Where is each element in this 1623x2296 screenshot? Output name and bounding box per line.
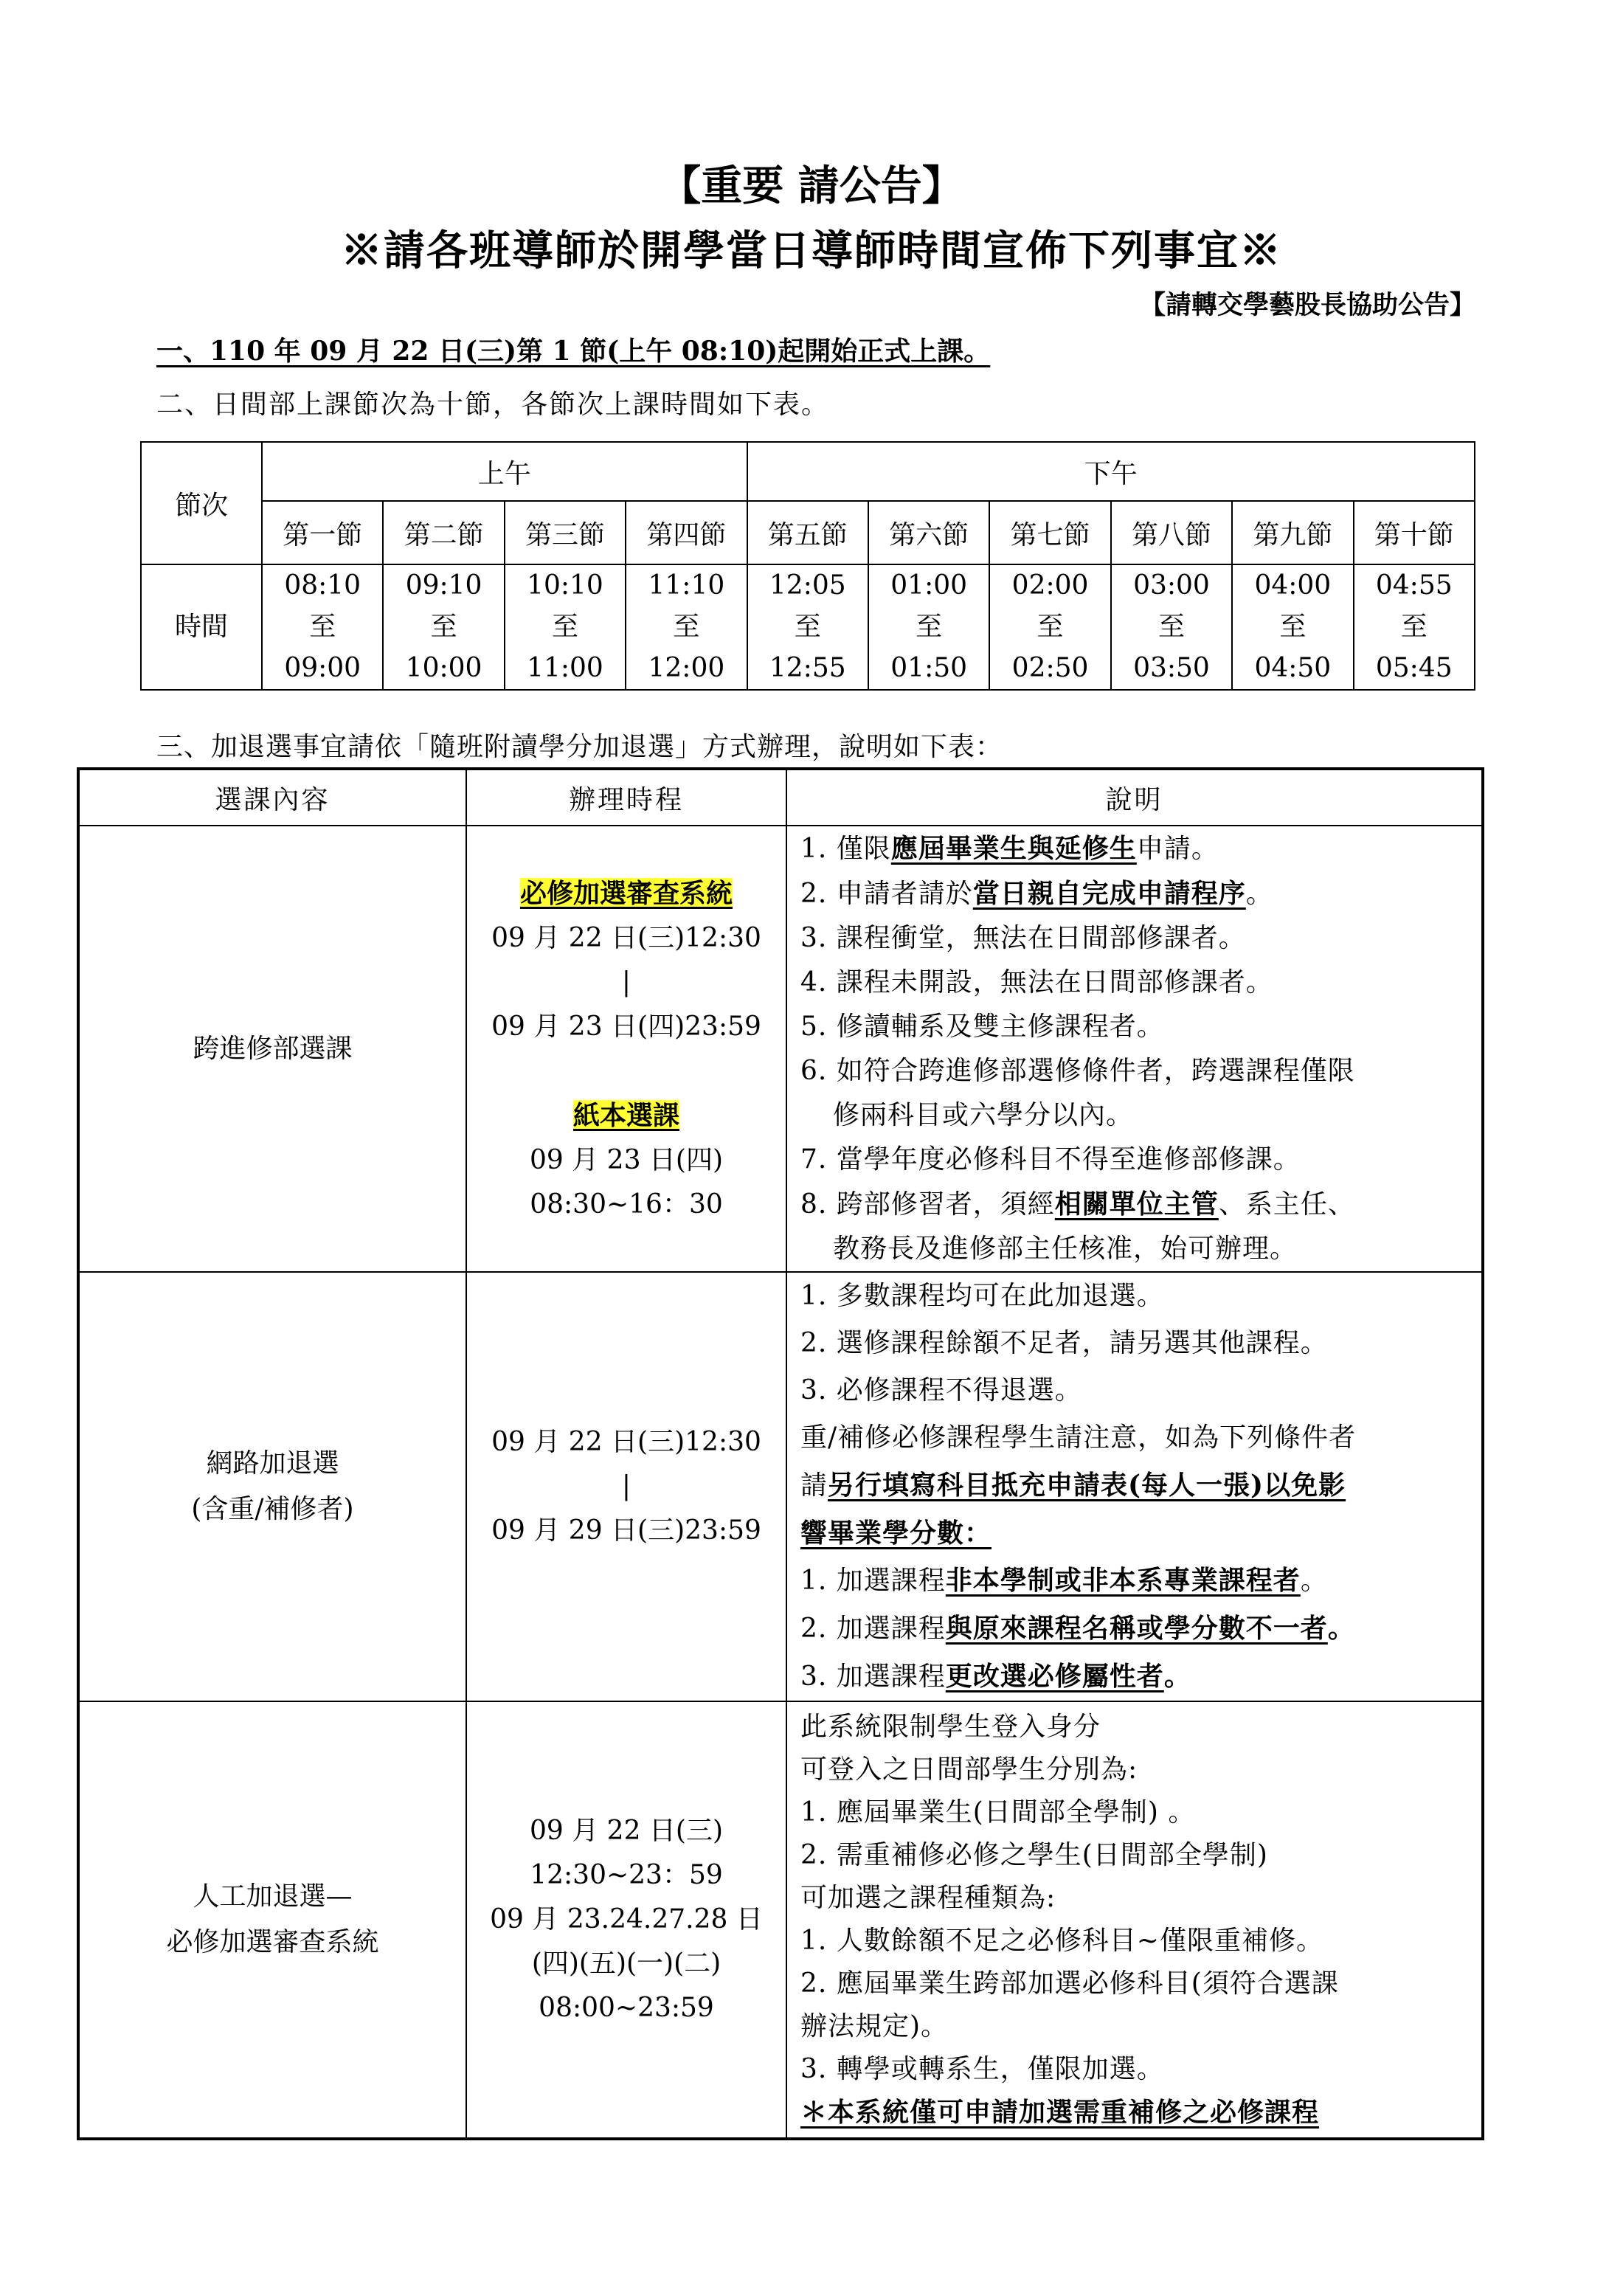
time-label: 時間 xyxy=(141,564,262,690)
row1-sched-a-1: 09 月 22 日(三)12:30 xyxy=(491,922,761,953)
morning-header: 上午 xyxy=(262,442,747,501)
row1-sched-b-2: 08:30~16：30 xyxy=(530,1189,723,1220)
row3-desc-1: 此系統限制學生登入身分 xyxy=(800,1712,1101,1742)
time-cell xyxy=(747,564,868,690)
notice-item-2: 二、日間部上課節次為十節，各節次上課時間如下表。 xyxy=(156,390,830,420)
row1-desc-2: 2. 申請者請於當日親自完成申請程序。 xyxy=(800,878,1273,909)
enroll-row-online xyxy=(78,1272,1483,1701)
row2-desc-8: 2. 加選課程與原來課程名稱或學分數不一者。 xyxy=(800,1613,1355,1644)
period-cell: 第一節 xyxy=(262,501,383,564)
period-cell: 第五節 xyxy=(747,501,868,564)
header-content: 選課內容 xyxy=(78,769,466,826)
time-to: 至 xyxy=(1400,612,1428,642)
enroll-row-manual xyxy=(78,1701,1483,2139)
row2-content xyxy=(78,1272,466,1701)
row3-sched-4: (四)(五)(一)(二) xyxy=(531,1949,721,1979)
row3-desc-7: 2. 應屆畢業生跨部加選必修科目(須符合選課 xyxy=(800,1968,1339,1999)
period-row xyxy=(141,501,1475,564)
row3-desc-8: 辦法規定)。 xyxy=(800,2011,949,2041)
time-end: 02:50 xyxy=(1011,653,1089,683)
period-cell: 第十節 xyxy=(1354,501,1475,564)
row1-desc-1: 1. 僅限應屆畢業生與延修生申請。 xyxy=(800,833,1219,864)
row3-desc-2: 可登入之日間部學生分別為: xyxy=(800,1754,1138,1785)
row1-sched-a-sep: | xyxy=(621,967,631,997)
row2-desc-1: 1. 多數課程均可在此加退選。 xyxy=(800,1281,1164,1311)
row1-content xyxy=(78,826,466,1272)
row3-sched-3: 09 月 23.24.27.28 日 xyxy=(490,1904,763,1934)
row3-desc-10: ＊本系統僅可申請加選需重補修之必修課程 xyxy=(800,2097,1320,2128)
period-cell: 第四節 xyxy=(626,501,747,564)
time-start: 03:00 xyxy=(1133,570,1210,601)
time-to: 至 xyxy=(1157,612,1185,642)
row3-sched-2: 12:30~23：59 xyxy=(530,1860,723,1890)
time-cell xyxy=(1354,564,1475,690)
row2-sched-sep: | xyxy=(621,1471,631,1501)
row1-sched-a-title: 必修加選審查系統 xyxy=(519,877,733,909)
time-cell xyxy=(383,564,504,690)
row3-desc-3: 1. 應屆畢業生(日間部全學制) 。 xyxy=(800,1797,1196,1828)
row2-desc-4: 重/補修必修課程學生請注意，如為下列條件者 xyxy=(800,1422,1357,1453)
time-end: 11:00 xyxy=(527,653,603,683)
row2-desc-5: 請另行填寫科目抵充申請表(每人一張)以免影 xyxy=(800,1470,1346,1501)
enrollment-table xyxy=(77,767,1484,2140)
row2-desc-9: 3. 加選課程更改選必修屬性者。 xyxy=(800,1661,1191,1692)
row3-desc-9: 3. 轉學或轉系生，僅限加選。 xyxy=(800,2054,1164,2084)
time-cell xyxy=(626,564,747,690)
time-end: 04:50 xyxy=(1254,653,1332,683)
time-start: 11:10 xyxy=(648,570,725,601)
notice-item-1: 一、110 年 09 月 22 日(三)第 1 節(上午 08:10)起開始正式上課。 xyxy=(156,336,991,367)
time-end: 10:00 xyxy=(405,653,482,683)
row2-desc-7: 1. 加選課程非本學制或非本系專業課程者。 xyxy=(800,1565,1328,1596)
row1-desc-4: 4. 課程未開設，無法在日間部修課者。 xyxy=(800,967,1273,997)
time-end: 12:55 xyxy=(769,653,846,683)
time-row xyxy=(141,564,1475,690)
time-end: 09:00 xyxy=(284,653,361,683)
row2-sched-1: 09 月 22 日(三)12:30 xyxy=(491,1427,761,1457)
period-cell: 第三節 xyxy=(505,501,626,564)
row1-desc-5: 5. 修讀輔系及雙主修課程者。 xyxy=(800,1012,1164,1042)
time-to: 至 xyxy=(309,612,336,642)
page-title: 【重要 請公告】 xyxy=(660,162,963,210)
page-subtitle: ※請各班導師於開學當日導師時間宣佈下列事宜※ xyxy=(341,227,1282,275)
time-start: 04:00 xyxy=(1254,570,1332,601)
row3-content-1: 人工加退選— xyxy=(193,1881,353,1912)
row2-content-2: (含重/補修者) xyxy=(191,1494,354,1524)
time-to: 至 xyxy=(430,612,457,642)
row1-sched-b-1: 09 月 23 日(四) xyxy=(529,1144,724,1175)
row1-desc-8d: 教務長及進修部主任核准，始可辦理。 xyxy=(833,1234,1298,1264)
row1-sched-b-title: 紙本選課 xyxy=(572,1099,679,1131)
period-cell: 第六節 xyxy=(868,501,989,564)
time-cell xyxy=(505,564,626,690)
time-to: 至 xyxy=(916,612,943,642)
row3-schedule xyxy=(466,1701,786,2139)
class-schedule-table xyxy=(140,441,1475,691)
row2-sched-2: 09 月 29 日(三)23:59 xyxy=(491,1515,761,1546)
time-start: 04:55 xyxy=(1375,570,1453,601)
row3-desc-6: 1. 人數餘額不足之必修科目~僅限重補修。 xyxy=(800,1926,1323,1956)
time-start: 09:10 xyxy=(405,570,482,601)
time-cell xyxy=(1111,564,1232,690)
row3-description xyxy=(786,1701,1483,2139)
row1-description xyxy=(786,826,1483,1272)
row1-schedule xyxy=(466,826,786,1272)
forward-note: 【請轉交學藝股長協助公告】 xyxy=(1139,290,1475,320)
time-cell xyxy=(868,564,989,690)
row2-desc-6: 響畢業學分數： xyxy=(800,1518,992,1549)
time-to: 至 xyxy=(1037,612,1064,642)
time-end: 05:45 xyxy=(1375,653,1453,683)
time-start: 02:00 xyxy=(1011,570,1089,601)
time-end: 03:50 xyxy=(1133,653,1210,683)
header-description: 說明 xyxy=(786,769,1483,826)
time-cell xyxy=(989,564,1110,690)
row2-content-1: 網路加退選 xyxy=(206,1448,339,1479)
time-start: 01:00 xyxy=(890,570,968,601)
period-cell: 第二節 xyxy=(383,501,504,564)
time-end: 12:00 xyxy=(648,653,725,683)
row1-desc-6b: 修兩科目或六學分以內。 xyxy=(833,1100,1134,1130)
row2-schedule xyxy=(466,1272,786,1701)
row1-content-text: 跨進修部選課 xyxy=(193,1033,353,1064)
time-end: 01:50 xyxy=(890,653,968,683)
period-cell: 第八節 xyxy=(1111,501,1232,564)
row3-content xyxy=(78,1701,466,2139)
time-to: 至 xyxy=(794,612,821,642)
time-to: 至 xyxy=(673,612,700,642)
row3-desc-4: 2. 需重補修必修之學生(日間部全學制) xyxy=(800,1840,1268,1870)
notice-item-3: 三、加退選事宜請依「隨班附讀學分加退選」方式辦理，說明如下表： xyxy=(156,732,1003,762)
period-cell: 第七節 xyxy=(989,501,1110,564)
row3-desc-5: 可加選之課程種類為: xyxy=(800,1883,1056,1913)
row1-desc-7: 7. 當學年度必修科目不得至進修部修課。 xyxy=(800,1144,1301,1175)
time-start: 08:10 xyxy=(284,570,361,601)
row2-desc-3: 3. 必修課程不得退選。 xyxy=(800,1375,1082,1405)
time-cell xyxy=(1232,564,1353,690)
row3-sched-5: 08:00~23:59 xyxy=(539,1993,714,2023)
row1-desc-3: 3. 課程衝堂，無法在日間部修課者。 xyxy=(800,923,1246,953)
row1-desc-8: 8. 跨部修習者，須經相關單位主管、系主任、 xyxy=(800,1189,1355,1220)
enrollment-header-row xyxy=(78,769,1483,826)
row1-desc-6: 6. 如符合跨進修部選修條件者，跨選課程僅限 xyxy=(800,1056,1355,1086)
enroll-row-cross-division xyxy=(78,826,1483,1272)
time-start: 12:05 xyxy=(769,570,846,601)
period-cell: 第九節 xyxy=(1232,501,1353,564)
time-to: 至 xyxy=(551,612,578,642)
row3-sched-1: 09 月 22 日(三) xyxy=(529,1816,724,1846)
row1-sched-a-2: 09 月 23 日(四)23:59 xyxy=(491,1011,761,1042)
time-cell xyxy=(262,564,383,690)
period-label: 節次 xyxy=(141,442,262,564)
time-to: 至 xyxy=(1279,612,1307,642)
row3-content-2: 必修加選審查系統 xyxy=(166,1927,379,1957)
time-start: 10:10 xyxy=(527,570,603,601)
afternoon-header: 下午 xyxy=(747,442,1475,501)
row2-description xyxy=(786,1272,1483,1701)
row2-desc-2: 2. 選修課程餘額不足者，請另選其他課程。 xyxy=(800,1328,1328,1358)
header-schedule: 辦理時程 xyxy=(466,769,786,826)
